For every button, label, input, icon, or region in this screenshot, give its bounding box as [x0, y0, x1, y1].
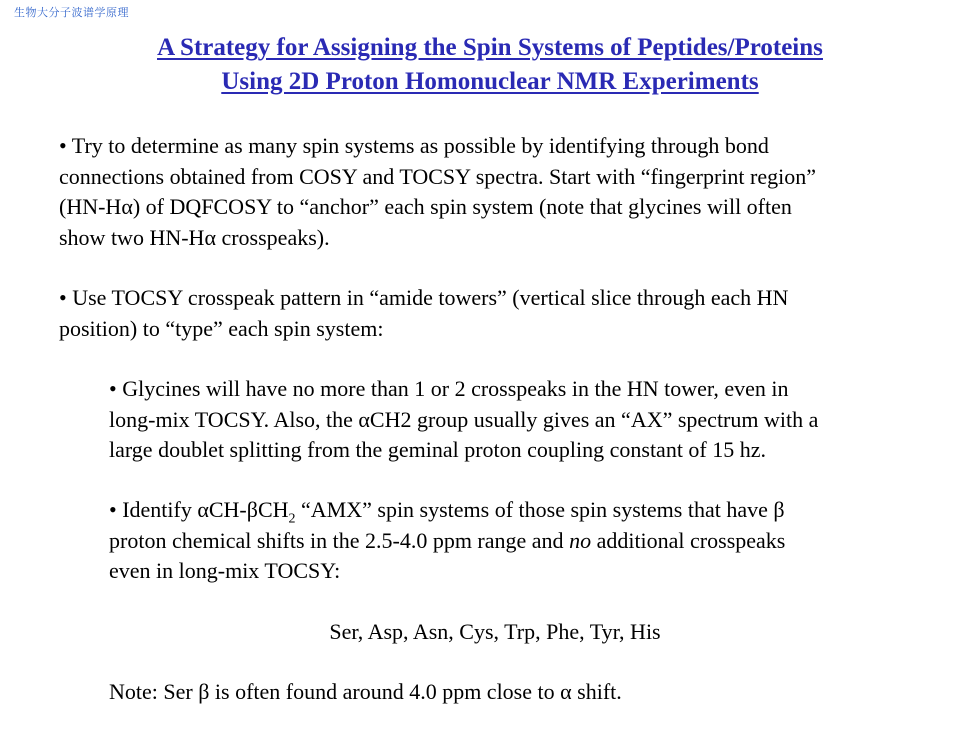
paragraph-line: large doublet splitting from the geminal proton coupling constant of 15 hz. [109, 437, 767, 462]
paragraph-line: • Glycines will have no more than 1 or 2 crosspeaks in the HN tower, even in [109, 376, 789, 401]
paragraph-line: • Use TOCSY crosspeak pattern in “amide towers” (vertical slice through each HN [59, 285, 789, 310]
paragraph-line: connections obtained from COSY and TOCSY spectra. Start with “fingerprint region” [59, 163, 817, 189]
paragraph-line: even in long-mix TOCSY: [109, 558, 341, 583]
title-line-2: Using 2D Proton Homonuclear NMR Experiments [221, 68, 759, 95]
course-label: 生物大分子波谱学原理 [14, 6, 129, 19]
amino-acid-list: Ser, Asp, Asn, Cys, Trp, Phe, Tyr, His [329, 619, 661, 644]
ser-beta-note: Note: Ser β is often found around 4.0 ppm close to α shift. [109, 679, 622, 704]
paragraph-line: • Identify αCH-βCH$_2$ “AMX” spin systems of those spin systems that have β [109, 497, 785, 527]
paragraph-glycines [109, 374, 969, 466]
paragraph-spin-systems [59, 131, 959, 253]
paragraph-line: proton chemical shifts in the 2.5-4.0 ppm range and no additional crosspeaks [109, 527, 786, 553]
paragraph-line: long-mix TOCSY. Also, the αCH2 group usually gives an “AX” spectrum with a [109, 406, 819, 432]
paragraph-line: position) to “type” each spin system: [59, 315, 384, 341]
paragraph-line: (HN-Hα) of DQFCOSY to “anchor” each spin system (note that glycines will often [59, 194, 792, 219]
paragraph-amx-systems [109, 495, 969, 587]
paragraph-line: show two HN-Hα crosspeaks). [59, 224, 330, 250]
paragraph-tocsy-pattern [59, 283, 959, 344]
emphasis: no [569, 527, 592, 553]
subscript: 2 [288, 511, 296, 527]
paragraph-line: • Try to determine as many spin systems as possible by identifying through bond [59, 133, 769, 158]
title-line-1: A Strategy for Assigning the Spin Systems of Peptides/Proteins [157, 34, 823, 61]
slide-title [0, 31, 980, 99]
